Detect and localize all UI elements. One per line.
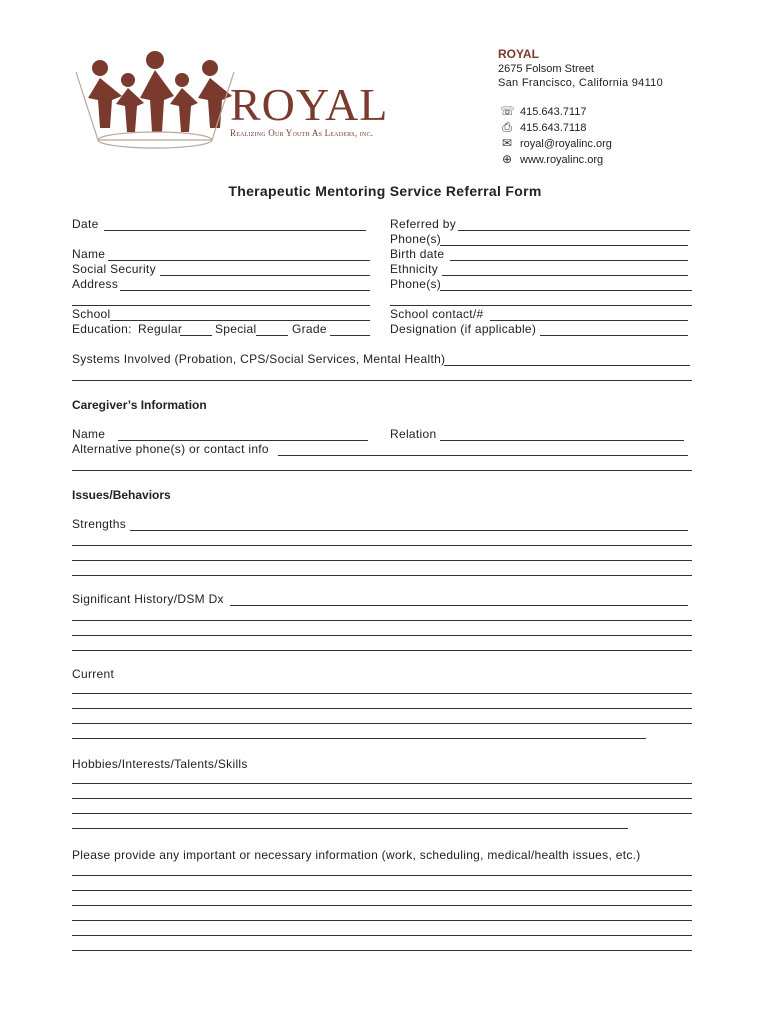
address-field-2[interactable] xyxy=(72,305,370,306)
org-city: San Francisco, California 94110 xyxy=(498,77,664,89)
current-label: Current xyxy=(72,667,115,681)
address-field[interactable] xyxy=(120,290,370,291)
hobbies-line-1[interactable] xyxy=(72,783,692,784)
strengths-line-4[interactable] xyxy=(72,575,692,576)
org-web: www.royalinc.org xyxy=(520,154,604,166)
hobbies-line-3[interactable] xyxy=(72,813,692,814)
brand-tagline: Realizing Our Youth As Leaders, inc. xyxy=(230,128,374,138)
school-label: School xyxy=(72,307,111,321)
regular-label: Regular xyxy=(138,322,183,336)
relation-field[interactable] xyxy=(440,440,684,441)
current-line-4[interactable] xyxy=(72,738,646,739)
name-label: Name xyxy=(72,247,106,261)
logo xyxy=(70,48,400,153)
date-label: Date xyxy=(72,217,99,231)
other-info-label: Please provide any important or necessary information (work, scheduling, medical/health issues, etc.) xyxy=(72,848,641,862)
form-title: Therapeutic Mentoring Service Referral Form xyxy=(228,183,542,199)
social-security-label: Social Security xyxy=(72,262,156,276)
other-info-line-1[interactable] xyxy=(72,875,692,876)
hobbies-line-4[interactable] xyxy=(72,828,628,829)
strengths-line-2[interactable] xyxy=(72,545,692,546)
brand-wordmark: ROYAL xyxy=(230,79,389,130)
org-email: royal@royalinc.org xyxy=(520,138,612,150)
crown-logo-icon xyxy=(70,48,240,153)
grade-field[interactable] xyxy=(330,335,370,336)
email-icon: ✉ xyxy=(501,136,513,150)
special-field[interactable] xyxy=(256,335,288,336)
history-line-3[interactable] xyxy=(72,635,692,636)
org-fax: 415.643.7118 xyxy=(520,122,587,134)
org-street: 2675 Folsom Street xyxy=(498,63,594,75)
globe-icon: ⊕ xyxy=(501,152,513,166)
date-field[interactable] xyxy=(104,230,366,231)
ethnicity-label: Ethnicity xyxy=(390,262,439,276)
school-contact-field[interactable] xyxy=(490,320,688,321)
school-contact-label: School contact/# xyxy=(390,307,484,321)
systems-involved-field-2[interactable] xyxy=(72,380,692,381)
other-info-line-6[interactable] xyxy=(72,950,692,951)
current-line-2[interactable] xyxy=(72,708,692,709)
ethnicity-field[interactable] xyxy=(442,275,688,276)
history-label: Significant History/DSM Dx xyxy=(72,592,224,606)
alt-contact-label: Alternative phone(s) or contact info xyxy=(72,442,269,456)
hobbies-line-2[interactable] xyxy=(72,798,692,799)
org-name: ROYAL xyxy=(498,47,539,61)
history-line-4[interactable] xyxy=(72,650,692,651)
systems-involved-field[interactable] xyxy=(444,365,690,366)
phone-field-2b[interactable] xyxy=(390,305,692,306)
current-line-3[interactable] xyxy=(72,723,692,724)
caregiver-name-field[interactable] xyxy=(118,440,368,441)
history-field[interactable] xyxy=(230,605,688,606)
hobbies-label: Hobbies/Interests/Talents/Skills xyxy=(72,757,248,771)
designation-field[interactable] xyxy=(540,335,688,336)
school-field[interactable] xyxy=(110,320,370,321)
systems-involved-label: Systems Involved (Probation, CPS/Social Services, Mental Health) xyxy=(72,352,446,366)
regular-field[interactable] xyxy=(180,335,212,336)
relation-label: Relation xyxy=(390,427,437,441)
alt-contact-field[interactable] xyxy=(278,455,688,456)
strengths-field[interactable] xyxy=(130,530,688,531)
current-line-1[interactable] xyxy=(72,693,692,694)
address-label: Address xyxy=(72,277,119,291)
designation-label: Designation (if applicable) xyxy=(390,322,537,336)
referred-by-label: Referred by xyxy=(390,217,456,231)
alt-contact-field-2[interactable] xyxy=(72,470,692,471)
issues-heading: Issues/Behaviors xyxy=(72,488,171,502)
grade-label: Grade xyxy=(292,322,327,336)
history-line-2[interactable] xyxy=(72,620,692,621)
fax-icon: ⎙ xyxy=(502,120,512,134)
social-security-field[interactable] xyxy=(160,275,370,276)
birth-date-field[interactable] xyxy=(450,260,688,261)
other-info-line-3[interactable] xyxy=(72,905,692,906)
other-info-line-2[interactable] xyxy=(72,890,692,891)
caregiver-heading: Caregiver’s Information xyxy=(72,398,207,412)
phone-field-1[interactable] xyxy=(440,245,688,246)
phone-field-2[interactable] xyxy=(440,290,692,291)
caregiver-name-label: Name xyxy=(72,427,106,441)
strengths-label: Strengths xyxy=(72,517,127,531)
name-field[interactable] xyxy=(108,260,370,261)
other-info-line-4[interactable] xyxy=(72,920,692,921)
other-info-line-5[interactable] xyxy=(72,935,692,936)
education-label: Education: xyxy=(72,322,132,336)
referred-by-field[interactable] xyxy=(458,230,690,231)
phone-label-1: Phone(s) xyxy=(390,232,442,246)
org-phone: 415.643.7117 xyxy=(520,106,587,118)
special-label: Special xyxy=(215,322,257,336)
birth-date-label: Birth date xyxy=(390,247,445,261)
strengths-line-3[interactable] xyxy=(72,560,692,561)
phone-label-2: Phone(s) xyxy=(390,277,442,291)
phone-icon: ☏ xyxy=(500,104,516,118)
